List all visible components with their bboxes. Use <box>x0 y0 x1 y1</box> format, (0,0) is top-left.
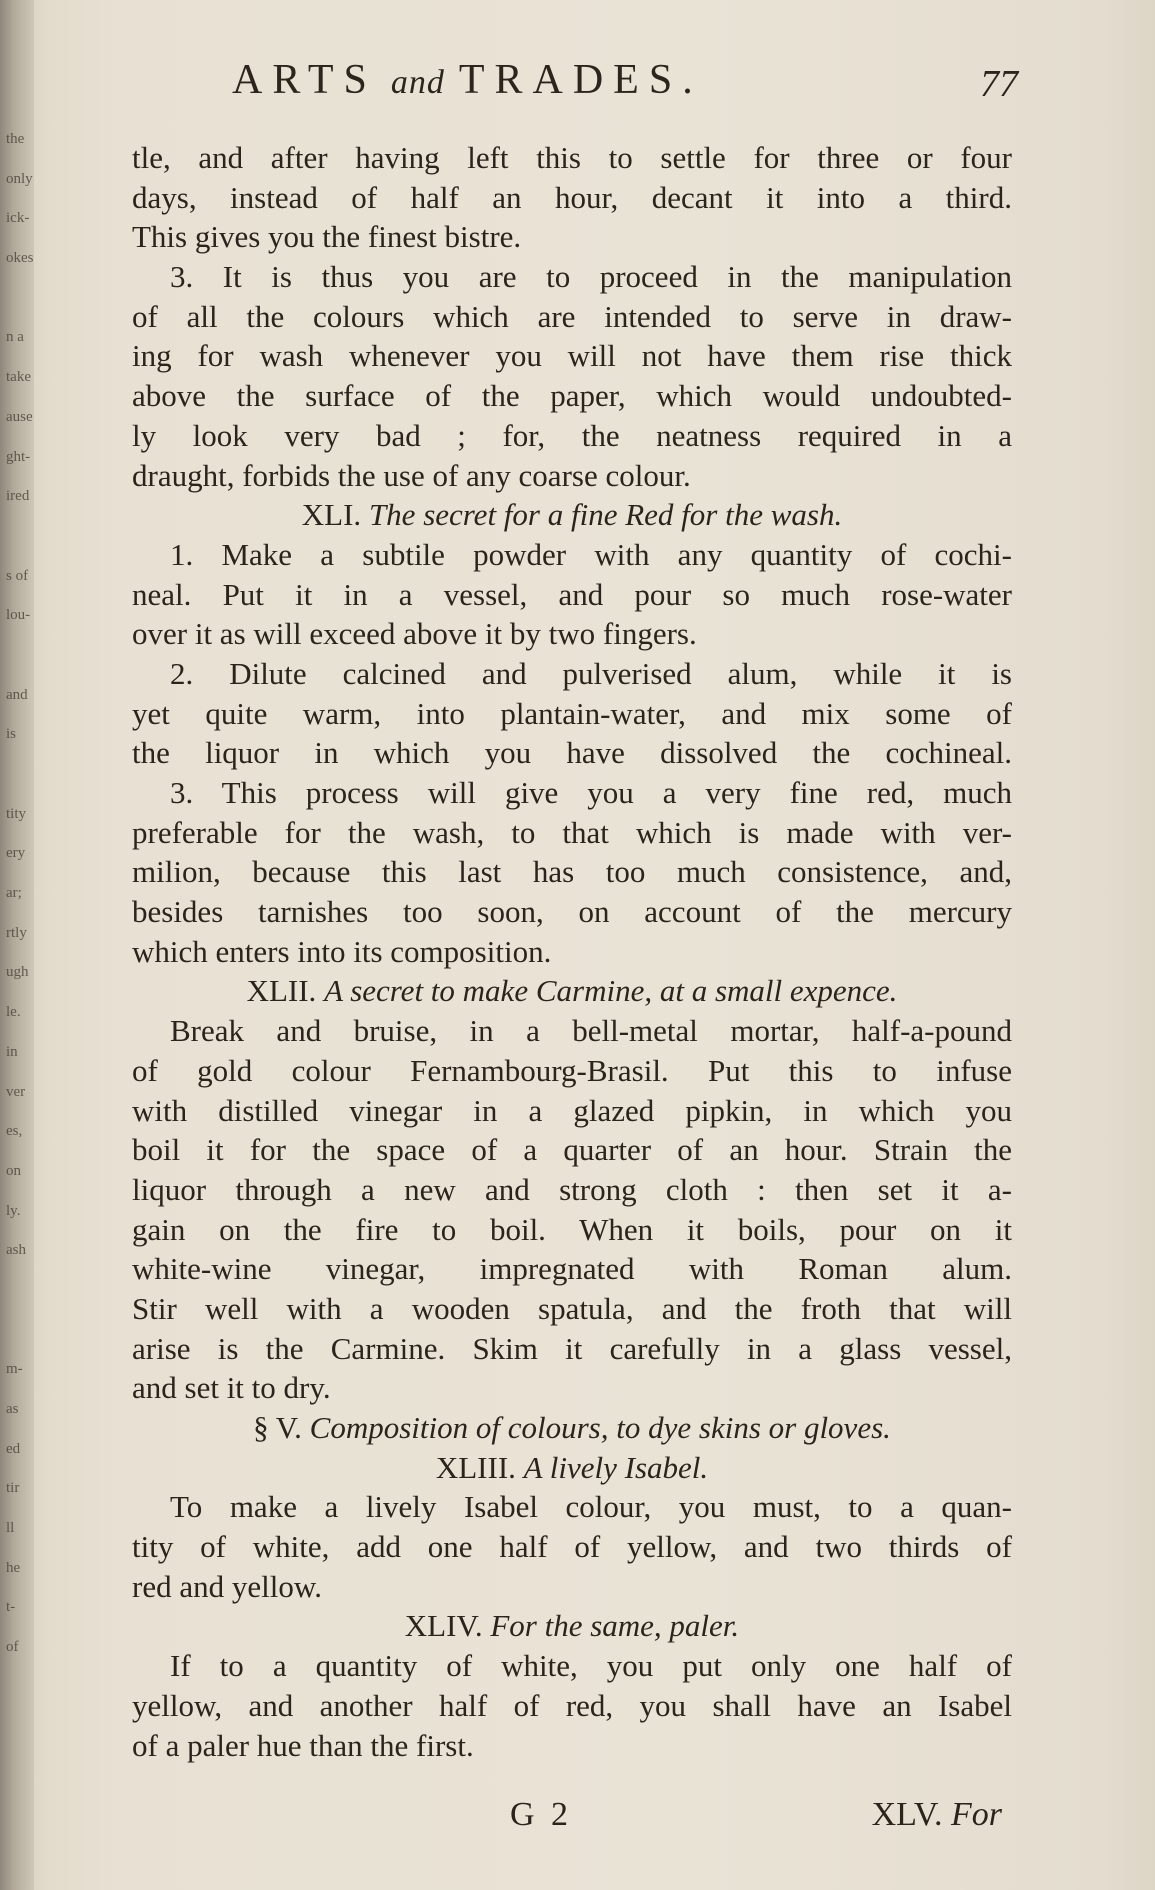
text-line: above the surface of the paper, which would undoubted- <box>132 378 1012 414</box>
heading-title: A lively Isabel. <box>523 1449 709 1485</box>
facing-page-fragment: le. <box>6 1004 21 1021</box>
text-line: which enters into its composition. <box>132 933 552 969</box>
text-line: the liquor in which you have dissolved the cochineal. <box>132 735 1012 771</box>
text-line: Break and bruise, in a bell-metal mortar, half-a-pound <box>170 1013 1012 1049</box>
heading-xli <box>132 495 1012 535</box>
text-line: draught, forbids the use of any coarse colour. <box>132 457 691 493</box>
text-line: days, instead of half an hour, decant it into a third. <box>132 179 1012 215</box>
running-title-arts: ARTS <box>232 57 377 103</box>
facing-page-fragment: m- <box>6 1361 23 1378</box>
text-line: arise is the Carmine. Skim it carefully in a glass vessel, <box>132 1330 1012 1366</box>
heading-number: XLIII. <box>435 1449 516 1485</box>
facing-page-fragment: the <box>6 131 25 147</box>
facing-page-fragment <box>6 279 36 319</box>
body-text <box>132 138 1012 1765</box>
text-line: and set it to dry. <box>132 1370 331 1406</box>
catchword <box>872 1796 1002 1834</box>
facing-page-fragment: ar; <box>6 885 22 902</box>
facing-page-fragment: ause <box>6 408 33 425</box>
text-line: boil it for the space of a quarter of an hour. Strain the <box>132 1132 1012 1168</box>
text-line: white-wine vinegar, impregnated with Roman alum. <box>132 1251 1012 1287</box>
text-line: yet quite warm, into plantain-water, and mix some of <box>132 695 1012 731</box>
catchword-word: For <box>951 1796 1002 1833</box>
facing-page-fragment: lou- <box>6 607 31 624</box>
text-line: If to a quantity of white, you put only one half of <box>170 1648 1012 1684</box>
facing-page-fragment: rtly <box>6 924 27 941</box>
facing-page-fragment: on <box>6 1162 21 1179</box>
facing-page-fragment: ed <box>6 1440 21 1457</box>
text-line: ing for wash whenever you will not have them rise thick <box>132 338 1012 374</box>
text-line: 3. It is thus you are to proceed in the manipulation <box>170 259 1012 295</box>
catchword-number: XLV. <box>871 1796 943 1833</box>
text-line: Stir well with a wooden spatula, and the froth that will <box>132 1290 1012 1326</box>
text-line: tity of white, add one half of yellow, and two thirds of <box>132 1529 1012 1565</box>
text-line: 3. This process will give you a very fine red, much <box>170 775 1012 810</box>
heading-number: XLI. <box>301 497 362 533</box>
facing-page-fragment: okes <box>6 250 34 267</box>
facing-page-fragment: he <box>6 1559 21 1576</box>
text-line: with distilled vinegar in a glazed pipkin, in which you <box>132 1092 1012 1128</box>
facing-page-fragment: ver <box>6 1083 26 1100</box>
page-footer <box>132 1796 1012 1840</box>
facing-page-fragment: tir <box>6 1480 20 1497</box>
section-title: Composition of colours, to dye skins or gloves. <box>309 1410 891 1445</box>
text-line: liquor through a new and strong cloth : then set it a- <box>132 1171 1012 1207</box>
text-line: preferable for the wash, to that which is made with ver- <box>132 814 1012 850</box>
heading-xliv <box>132 1606 1012 1646</box>
facing-page-fragment: ired <box>6 488 30 505</box>
page-number: 77 <box>980 63 1018 105</box>
text-line: neal. Put it in a vessel, and pour so much rose-water <box>132 576 1012 612</box>
running-head <box>132 56 1018 106</box>
section-v <box>132 1408 1012 1448</box>
facing-page-fragment: tity <box>6 805 27 822</box>
facing-page-fragment: as <box>6 1401 19 1417</box>
facing-page-fragment <box>6 517 36 557</box>
facing-page-fragment: in <box>6 1043 18 1060</box>
heading-number: XLIV. <box>404 1608 483 1644</box>
running-title-trades: TRADES. <box>458 57 703 103</box>
text-line: besides tarnishes too soon, on account of the mercury <box>132 894 1012 930</box>
facing-page-fragment: take <box>6 369 31 386</box>
facing-page-fragment: is <box>6 726 17 743</box>
facing-page-fragment: ick- <box>6 210 30 227</box>
facing-page-fragment <box>6 755 36 795</box>
facing-page-fragment: ll <box>6 1520 15 1537</box>
facing-page-fragment <box>6 636 36 676</box>
facing-page-bleed <box>6 120 36 1668</box>
heading-title: For the same, paler. <box>490 1608 740 1644</box>
running-title-and: and <box>390 64 445 101</box>
facing-page-fragment <box>6 1271 36 1311</box>
heading-number: XLII. <box>246 973 317 1009</box>
facing-page-fragment: ly. <box>6 1202 21 1219</box>
facing-page-fragment: ugh <box>6 964 29 981</box>
text-line: ly look very bad ; for, the neatness required in a <box>132 417 1012 453</box>
text-line: red and yellow. <box>132 1568 322 1604</box>
text-line: of all the colours which are intended to serve in draw- <box>132 298 1012 334</box>
section-mark: § V. <box>253 1410 302 1445</box>
running-title <box>232 56 703 104</box>
text-line: over it as will exceed above it by two fingers. <box>132 616 697 652</box>
text-line: gain on the fire to boil. When it boils, pour on it <box>132 1211 1012 1247</box>
facing-page-fragment: ery <box>6 845 26 862</box>
facing-page-fragment: and <box>6 686 28 703</box>
text-line: tle, and after having left this to settle for three or four <box>132 140 1012 175</box>
facing-page-fragment: es, <box>6 1123 23 1140</box>
text-line: milion, because this last has too much consistence, and, <box>132 854 1012 890</box>
facing-page-fragment: n a <box>6 329 24 346</box>
facing-page-fragment: only <box>6 170 33 187</box>
facing-page-fragment <box>6 1311 36 1351</box>
text-line: To make a lively Isabel colour, you must, to a quan- <box>170 1489 1012 1525</box>
text-line: This gives you the finest bistre. <box>132 219 522 255</box>
text-line: 2. Dilute calcined and pulverised alum, while it is <box>170 655 1012 691</box>
facing-page-fragment: t- <box>6 1599 16 1616</box>
text-line: 1. Make a subtile powder with any quantity of cochi- <box>170 536 1012 572</box>
facing-page-fragment: of <box>6 1639 19 1656</box>
heading-title: The secret for a fine Red for the wash. <box>368 497 843 533</box>
text-line: of gold colour Fernambourg-Brasil. Put this to infuse <box>132 1052 1012 1088</box>
signature-mark: G 2 <box>510 1796 573 1833</box>
heading-xliii <box>132 1448 1012 1488</box>
text-line: of a paler hue than the first. <box>132 1727 474 1763</box>
text-line: yellow, and another half of red, you shall have an Isabel <box>132 1687 1012 1723</box>
heading-xlii <box>132 971 1012 1011</box>
facing-page-fragment: ash <box>6 1242 26 1259</box>
heading-title: A secret to make Carmine, at a small expence. <box>324 973 898 1009</box>
facing-page-fragment: ght- <box>6 448 31 465</box>
facing-page-fragment: s of <box>6 567 29 584</box>
